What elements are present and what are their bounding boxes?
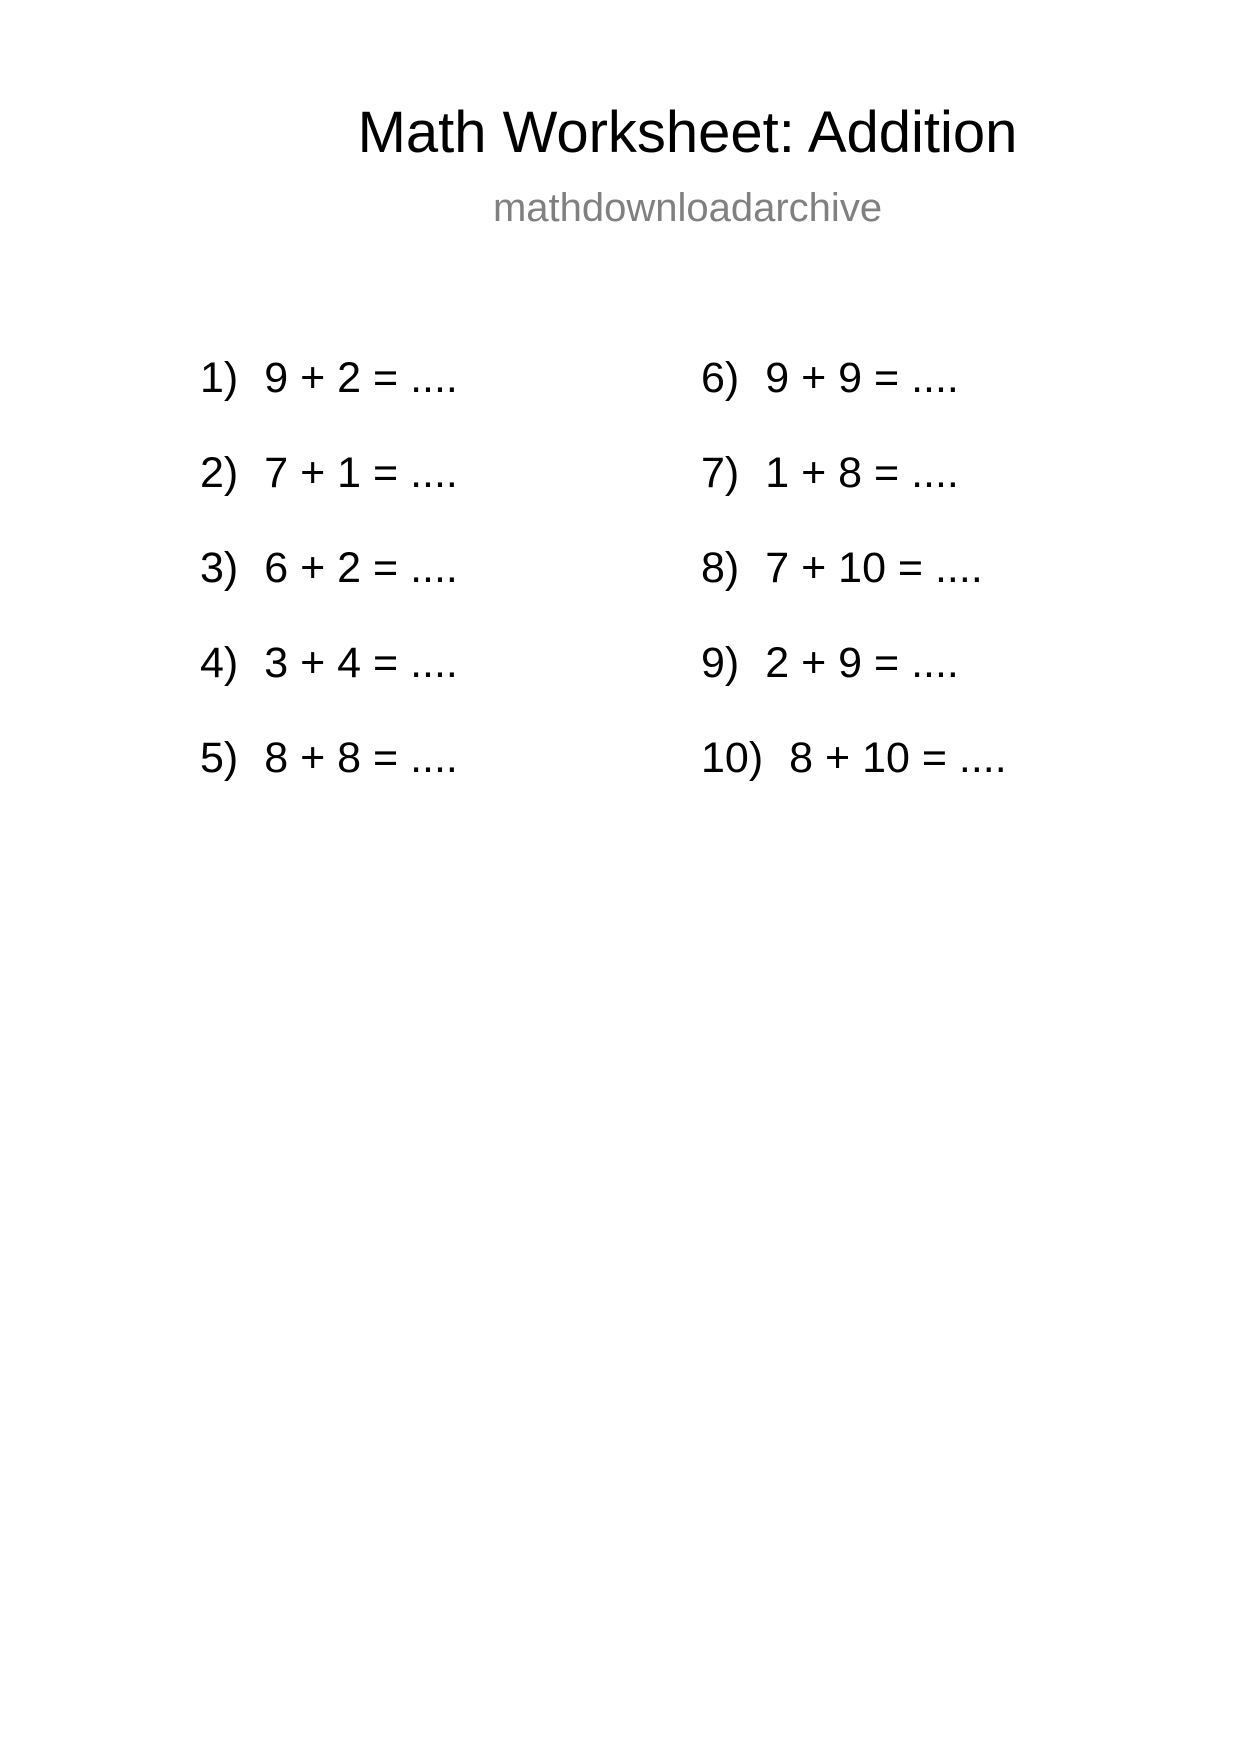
problem-expression: 7 + 10 = .... — [765, 544, 983, 592]
problem-expression: 7 + 1 = .... — [264, 449, 458, 497]
problem-expression: 9 + 9 = .... — [765, 354, 959, 402]
worksheet-subtitle: mathdownloadarchive — [492, 186, 883, 230]
problem-1 — [200, 352, 458, 447]
problem-expression: 3 + 4 = .... — [264, 639, 458, 687]
problem-number: 5) — [200, 734, 239, 782]
problem-number: 10) — [701, 734, 764, 782]
problem-6 — [701, 352, 1007, 447]
problem-7 — [701, 447, 1007, 542]
problem-number: 3) — [200, 544, 239, 592]
problem-number: 6) — [701, 354, 740, 402]
problem-expression: 9 + 2 = .... — [264, 354, 458, 402]
problem-expression: 6 + 2 = .... — [264, 544, 458, 592]
problem-9 — [701, 637, 1007, 732]
problem-expression: 8 + 8 = .... — [264, 734, 458, 782]
problem-expression: 8 + 10 = .... — [789, 734, 1007, 782]
problem-number: 1) — [200, 354, 239, 402]
problem-expression: 1 + 8 = .... — [765, 449, 959, 497]
problem-number: 8) — [701, 544, 740, 592]
problem-4 — [200, 637, 458, 732]
problem-expression: 2 + 9 = .... — [765, 639, 959, 687]
problem-number: 2) — [200, 449, 239, 497]
worksheet-title: Math Worksheet: Addition — [357, 100, 1018, 165]
problem-number: 7) — [701, 449, 740, 497]
problem-10 — [701, 732, 1007, 827]
problem-5 — [200, 732, 458, 827]
problem-number: 9) — [701, 639, 740, 687]
problem-3 — [200, 542, 458, 637]
problem-column-right — [701, 352, 1007, 827]
problem-2 — [200, 447, 458, 542]
problem-column-left — [200, 352, 458, 827]
problem-number: 4) — [200, 639, 239, 687]
problem-8 — [701, 542, 1007, 637]
